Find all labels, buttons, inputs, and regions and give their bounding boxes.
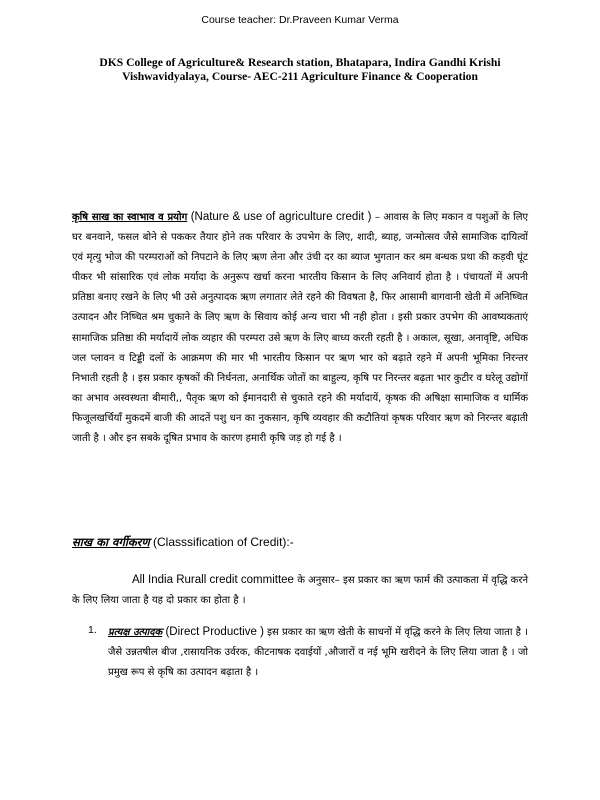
list-item-text	[108, 622, 528, 683]
section-classification-heading: साख का वर्गीकरण	[72, 535, 150, 549]
section-nature-use-heading: कृषि साख का स्वाभाव व प्रयोग	[72, 212, 188, 223]
section-nature-use-paragraph	[72, 207, 528, 449]
classification-intro-text: के अनुसार– इस प्रकार का ऋण फार्म की उत्पाकता में वृद्धि करने के लिए लिया जाता है यह दो प्रकार का होता है ।	[72, 575, 528, 607]
section-classification-heading-english: (Classsification of Credit):-	[149, 535, 294, 549]
college-course-title: DKS College of Agriculture& Research station, Bhatapara, Indira Gandhi Krishi Vishwavidyalaya, Course- AEC-211 Agriculture Finance & Cooperation	[99, 56, 501, 83]
list-item-number: 1.	[88, 624, 97, 636]
list-item-body: इस प्रकार का ऋण खेती के साधनों में वृद्धि करने के लिए लिया जाता है । जैसे उन्नतषील बीज ,रासायनिक उर्वरक, कीटनाषक दवाईयों ,औजारों व नई भूमि खरीदने के लिए लिया जाता है । जो प्रमुख रूप से कृषि का उत्पादन बढ़ाता है ।	[108, 627, 528, 678]
section-classification-heading-line	[72, 535, 528, 550]
section-nature-use-heading-english: (Nature & use of agriculture credit )	[187, 211, 375, 223]
committee-name: All India Rurall credit committee	[132, 574, 294, 586]
list-item-title: प्रत्यक्ष उत्पादक	[108, 627, 163, 638]
section-nature-use-body: – आवास के लिए मकान व पशुओं के लिए घर बनवाने, फसल बोने से पककर तैयार होने तक परिवार के उपभेग के लिए, शादी, ब्याह, जन्मोत्सव जैसे सामाजिक दायित्वों एवं मृत्यु भोज की परम्पराओं को निपटाने के लिए ऋण लेना और उंची दर का ब्याज भुगतान कर श्रम बन्धक प्रथा की कड़वी घूंट पीकर भी सांसारिक एवं लोक मर्यादा के अनुरूप खर्चा करना भारतीय किसान के लिए अनिवार्य होता है । पंचायतों में अपनी प्रतिष्ठा बनाए रखने के लिए भी उसे अनुत्पादक ऋण लगातार लेते रहने की विवषता है, फिर आसामी बागवानी खेती में अनिष्चित उत्पादन और निष्चित श्रम चुकाने के लिए ऋण के सिवाय कोई अन्य चारा भी नही होता । इसी प्रकार उपभेग की आवष्यकताएं सामाजिक प्रतिष्ठा की मर्यादायें लोक व्यहार की परम्परा उसे ऋण के लिए बाध्य करती रहती है । अकाल, सूखा, अनावृष्टि, अधिक जल प्लावन व टिड्डी दलों के आक्रमण की मार भी भारतीय किसान पर ऋण भार को बढ़ाते रहने में अपनी भूमिका निरन्तर निभाती रहती है । इस प्रकार कृषकों की निर्धनता, अनार्थिक जोतों का बाहुल्य, कृषि पर निरन्तर बढ़ता भार कुटीर व घरेलू उद्योगों का अभाव अस्वस्थता बीमारी,, पैतृक ऋण को ईमानदारी से चुकाते रहने की मर्यादायें, कृषक की अषिक्षा सामाजिक व धार्मिक फिजूलखर्चियाँ मुकदमें बाजी की आदतें पशु धन का नुकसान, कृषि व्यवहार की कटौतियां कृषक परिवार ऋण को निरन्तर बढ़ाती जाती है । और इन सबके दूषित प्रभाव के कारण हमारी कृषि जड़ हो गई है ।	[72, 212, 528, 445]
classification-intro-paragraph	[72, 570, 528, 611]
list-item-title-english: (Direct Productive )	[162, 626, 268, 638]
course-teacher-line: Course teacher: Dr.Praveen Kumar Verma	[201, 14, 399, 26]
